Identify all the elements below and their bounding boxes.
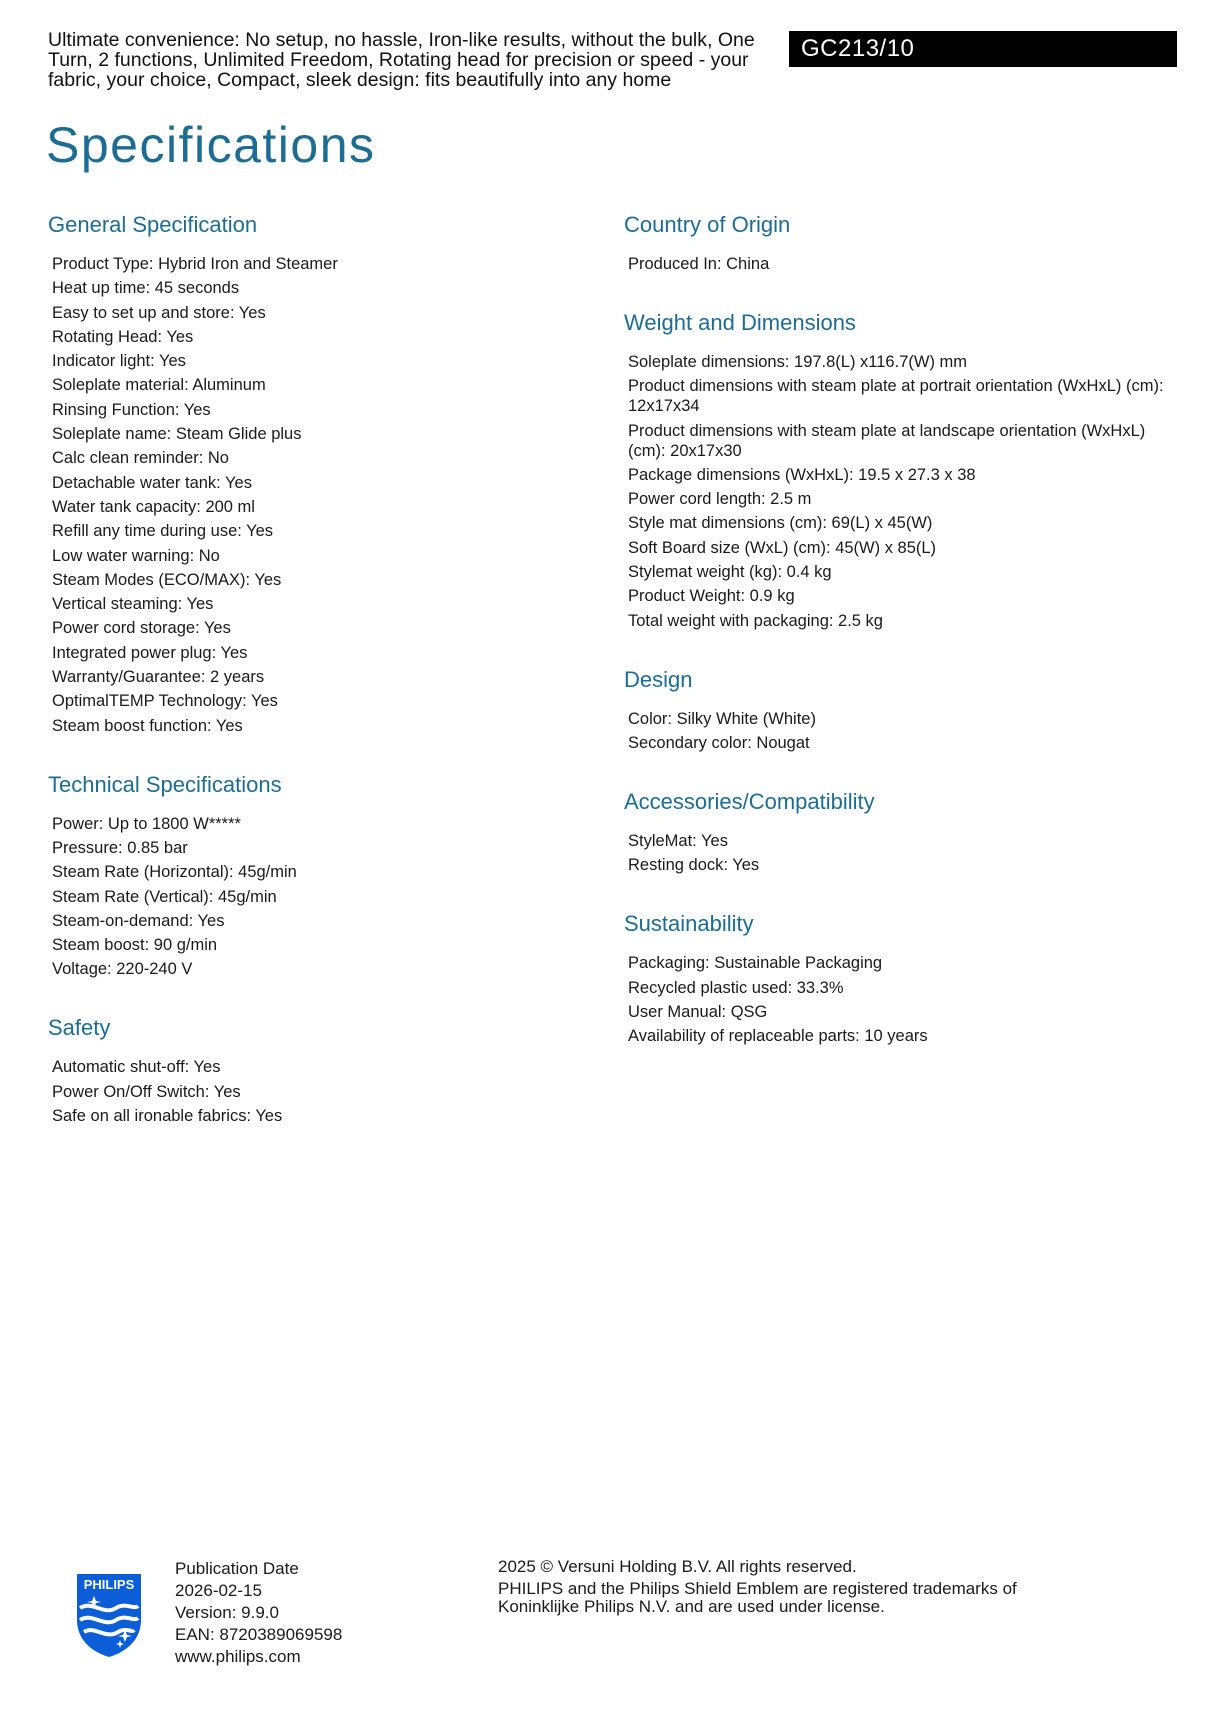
- spec-item: Warranty/Guarantee: 2 years: [52, 668, 265, 687]
- spec-list: [624, 953, 1184, 1046]
- spec-item: Soleplate material: Aluminum: [52, 376, 266, 395]
- spec-item: Integrated power plug: Yes: [52, 643, 248, 662]
- spec-item: Easy to set up and store: Yes: [52, 303, 266, 322]
- trademark-notice: PHILIPS and the Philips Shield Emblem are registered trademarks of Koninklijke Philips N.V. and are used under license.: [498, 1579, 1017, 1616]
- section-design: [624, 665, 1184, 753]
- spec-item: Rotating Head: Yes: [52, 327, 194, 346]
- publication-date-label: Publication Date: [175, 1559, 299, 1578]
- spec-item: Product dimensions with steam plate at portrait orientation (WxHxL) (cm): 12x17x34: [628, 377, 1164, 416]
- spec-item: User Manual: QSG: [628, 1002, 768, 1021]
- spec-item: Resting dock: Yes: [628, 856, 760, 875]
- spec-item: Steam Rate (Vertical): 45g/min: [52, 887, 277, 906]
- intro-text: Ultimate convenience: No setup, no hassle, Iron-like results, without the bulk, One Turn, 2 functions, Unlimited Freedom, Rotating head for precision or speed - your fabric, your choice, Compact, sleek design: fits beautifully into any home: [48, 29, 755, 91]
- spec-list: [624, 831, 1184, 875]
- publication-info: [175, 1558, 342, 1668]
- spec-item: Product dimensions with steam plate at landscape orientation (WxHxL) (cm): 20x17x30: [628, 421, 1146, 460]
- spec-item: Soleplate dimensions: 197.8(L) x116.7(W) mm: [628, 353, 968, 371]
- spec-item: StyleMat: Yes: [628, 831, 728, 850]
- logo-wordmark: PHILIPS: [83, 1577, 135, 1592]
- spec-list: [48, 1057, 588, 1126]
- spec-item: Power cord length: 2.5 m: [628, 490, 812, 509]
- spec-item: Color: Silky White (White): [628, 709, 816, 728]
- copyright: 2025 © Versuni Holding B.V. All rights reserved.: [498, 1557, 857, 1576]
- spec-list: [48, 254, 588, 736]
- spec-list: [48, 814, 588, 980]
- spec-item: Secondary color: Nougat: [628, 733, 810, 752]
- spec-item: Indicator light: Yes: [52, 352, 186, 371]
- spec-item: Style mat dimensions (cm): 69(L) x 45(W): [628, 514, 933, 533]
- section-title: Design: [624, 666, 693, 692]
- spec-item: Steam-on-demand: Yes: [52, 911, 225, 930]
- spec-item: Power cord storage: Yes: [52, 619, 231, 638]
- section-title: Country of Origin: [624, 212, 791, 237]
- spec-item: Heat up time: 45 seconds: [52, 279, 240, 298]
- spec-item: Steam Modes (ECO/MAX): Yes: [52, 570, 282, 589]
- section-title: Weight and Dimensions: [624, 310, 856, 335]
- spec-item: Total weight with packaging: 2.5 kg: [628, 611, 883, 630]
- spec-item: Soft Board size (WxL) (cm): 45(W) x 85(L): [628, 538, 937, 557]
- spec-item: Soleplate name: Steam Glide plus: [52, 425, 302, 444]
- section-title: General Specification: [48, 212, 258, 237]
- version: Version: 9.9.0: [175, 1603, 279, 1622]
- spec-item: Packaging: Sustainable Packaging: [628, 954, 883, 973]
- page-title: Specifications: [46, 117, 376, 173]
- spec-item: Low water warning: No: [52, 546, 220, 565]
- spec-item: Safe on all ironable fabrics: Yes: [52, 1107, 283, 1126]
- spec-item: Produced In: China: [628, 255, 770, 273]
- spec-item: Pressure: 0.85 bar: [52, 838, 188, 857]
- section-general-specification: [48, 210, 588, 736]
- section-accessories-compatibility: [624, 787, 1184, 875]
- section-weight-and-dimensions: [624, 308, 1184, 631]
- spec-item: Steam Rate (Horizontal): 45g/min: [52, 863, 297, 882]
- spec-list: [624, 709, 1184, 753]
- spec-item: Detachable water tank: Yes: [52, 473, 252, 492]
- spec-item: Automatic shut-off: Yes: [52, 1058, 221, 1077]
- legal-info: [498, 1558, 1038, 1620]
- spec-item: Vertical steaming: Yes: [52, 595, 214, 614]
- left-column: [48, 210, 588, 1160]
- spec-item: Power On/Off Switch: Yes: [52, 1082, 241, 1101]
- spec-item: Rinsing Function: Yes: [52, 400, 211, 419]
- model-badge: GC213/10: [789, 31, 1177, 67]
- spec-item: Recycled plastic used: 33.3%: [628, 978, 844, 997]
- spec-item: Calc clean reminder: No: [52, 449, 229, 468]
- spec-item: Steam boost function: Yes: [52, 716, 243, 735]
- right-column: [624, 210, 1184, 1080]
- publication-date: 2026-02-15: [175, 1581, 262, 1600]
- spec-item: Voltage: 220-240 V: [52, 960, 193, 979]
- spec-item: Refill any time during use: Yes: [52, 522, 274, 541]
- section-title: Safety: [48, 1015, 111, 1041]
- spec-list: [624, 352, 1184, 631]
- website: www.philips.com: [175, 1647, 301, 1666]
- spec-item: OptimalTEMP Technology: Yes: [52, 692, 278, 711]
- spec-item: Package dimensions (WxHxL): 19.5 x 27.3 x 38: [628, 465, 976, 484]
- spec-item: Stylemat weight (kg): 0.4 kg: [628, 563, 832, 582]
- section-technical-specifications: [48, 770, 588, 980]
- section-safety: [48, 1013, 588, 1126]
- spec-item: Availability of replaceable parts: 10 years: [628, 1027, 928, 1046]
- spec-item: Product Weight: 0.9 kg: [628, 587, 795, 606]
- section-country-of-origin: [624, 210, 1184, 274]
- ean: EAN: 8720389069598: [175, 1625, 343, 1644]
- section-title: Accessories/Compatibility: [624, 788, 875, 814]
- spec-item: Water tank capacity: 200 ml: [52, 497, 255, 516]
- spec-item: Power: Up to 1800 W*****: [52, 814, 241, 833]
- spec-item: Product Type: Hybrid Iron and Steamer: [52, 255, 338, 273]
- spec-list: [624, 254, 1184, 274]
- section-title: Technical Specifications: [48, 771, 282, 797]
- spec-item: Steam boost: 90 g/min: [52, 936, 218, 955]
- section-sustainability: [624, 909, 1184, 1046]
- philips-shield-logo: [74, 1570, 144, 1658]
- section-title: Sustainability: [624, 911, 754, 937]
